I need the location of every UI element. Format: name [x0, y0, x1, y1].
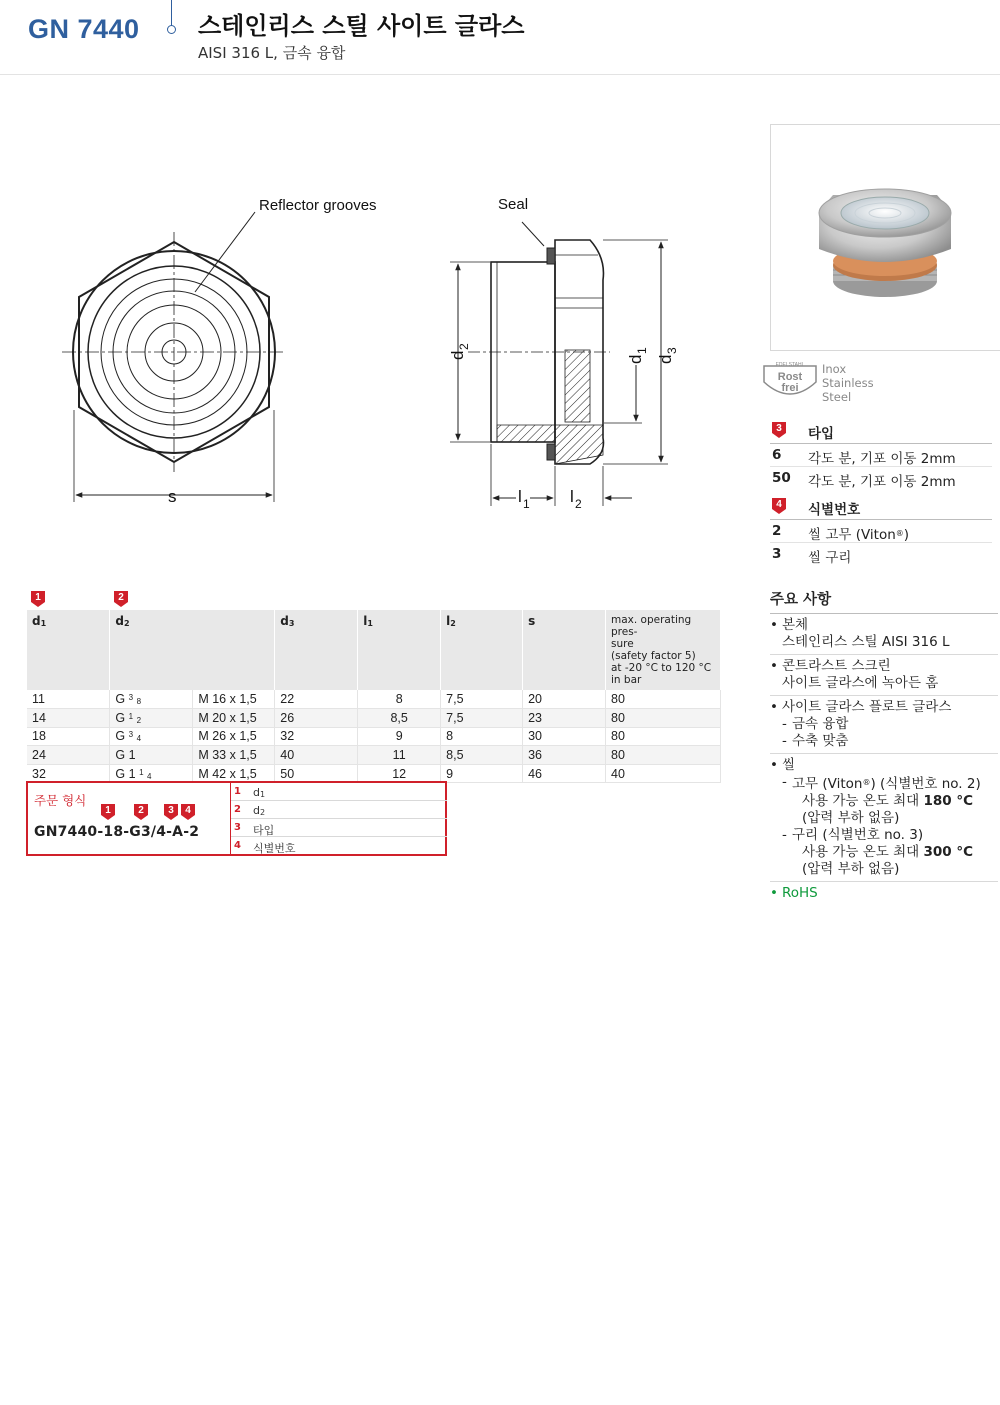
cell-l2: 9	[441, 764, 523, 783]
cell-pressure: 40	[606, 764, 721, 783]
col-s: s	[523, 610, 606, 690]
id-section	[770, 496, 992, 566]
order-code: GN7440-18-G3/4-A-2	[34, 824, 200, 840]
page-subtitle: AISI 316 L, 금속 융합	[198, 44, 346, 62]
marker-4-icon: 4	[772, 498, 786, 514]
svg-text:1: 1	[523, 497, 530, 511]
features-section	[770, 588, 998, 901]
type-section	[770, 420, 992, 490]
product-code: GN 7440	[28, 14, 140, 44]
cell-d2-g: G $^3$ 8	[110, 690, 193, 709]
svg-text:3: 3	[665, 347, 679, 354]
svg-text:EDELSTAHL: EDELSTAHL	[775, 362, 805, 368]
cell-s: 30	[523, 727, 606, 746]
id-row: 3 씰 구리	[772, 546, 852, 566]
cell-d3: 32	[275, 727, 358, 746]
cell-d2-g: G $^1$ 2	[110, 709, 193, 728]
table-row	[27, 709, 721, 728]
cell-s: 46	[523, 764, 606, 783]
dim-d2-label	[448, 343, 471, 360]
col-l1: l1	[358, 610, 441, 690]
feature-seal: • 씰 - 고무 (Viton®) (식별번호 no. 2) 사용 가능 온도 최대 180 °C (압력 부하 없음) - 구리 (식별번호 no. 3) 사용 가능 온도 최대 300 °C (압력 부하 없음)	[770, 754, 998, 882]
cell-s: 20	[523, 690, 606, 709]
svg-text:Rost: Rost	[777, 371, 803, 383]
svg-text:2: 2	[575, 497, 582, 511]
type-row: 50 각도 분, 기포 이동 2mm	[772, 470, 956, 490]
cell-pressure: 80	[606, 709, 721, 728]
table-row	[27, 727, 721, 746]
svg-text:frei: frei	[781, 382, 799, 394]
order-label: 주문 형식	[34, 793, 87, 808]
id-row: 2 씰 고무 (Viton®)	[770, 520, 992, 543]
cell-d1: 11	[27, 690, 110, 709]
marker-3-icon: 3	[772, 422, 786, 438]
id-title: 식별번호	[808, 502, 861, 518]
header-dot-icon	[167, 25, 176, 34]
order-marker-3-icon: 3	[164, 804, 178, 820]
table-row	[27, 690, 721, 709]
cell-d3: 26	[275, 709, 358, 728]
cell-d2-m: M 20 x 1,5	[193, 709, 275, 728]
cell-l2: 8,5	[441, 746, 523, 765]
technical-drawing	[50, 180, 690, 520]
marker-1-icon: 1	[31, 591, 45, 607]
feature-body: • 본체 스테인리스 스틸 AISI 316 L	[770, 614, 998, 655]
cell-l2: 7,5	[441, 690, 523, 709]
svg-text:d: d	[626, 354, 645, 364]
col-d2: d2	[110, 610, 275, 690]
sight-glass-image	[771, 125, 1000, 350]
order-marker-2-icon: 2	[134, 804, 148, 820]
page-title: 스테인리스 스틸 사이트 글라스	[198, 12, 525, 40]
order-example	[26, 781, 447, 856]
feature-contrast: • 콘트라스트 스크린 사이트 글라스에 녹아든 홈	[770, 655, 998, 696]
cell-d2-m: M 42 x 1,5	[193, 764, 275, 783]
page-header	[0, 0, 1000, 75]
cell-d1: 24	[27, 746, 110, 765]
cell-d2-m: M 26 x 1,5	[193, 727, 275, 746]
cell-d1: 18	[27, 727, 110, 746]
front-view	[62, 212, 286, 502]
col-pressure: max. operating pres- sure (safety factor 5) at -20 °C to 120 °C in bar	[606, 610, 721, 690]
order-legend: 1 d1 2 d2 3 타입 4 식별번호	[230, 783, 447, 854]
cell-l1: 11	[358, 746, 441, 765]
table-row	[27, 746, 721, 765]
cell-l2: 8	[441, 727, 523, 746]
cell-d2-m: M 33 x 1,5	[193, 746, 275, 765]
features-title: 주요 사항	[770, 588, 998, 614]
type-title: 타입	[808, 426, 835, 442]
dim-d3-label	[656, 347, 679, 364]
cell-d2-g: G $^3$ 4	[110, 727, 193, 746]
spec-table	[27, 610, 721, 783]
cell-d1: 14	[27, 709, 110, 728]
svg-text:2: 2	[457, 343, 471, 350]
marker-2-icon: 2	[114, 591, 128, 607]
svg-text:l: l	[518, 487, 522, 506]
feature-float-glass: • 사이트 글라스 플로트 글라스 - 금속 융합 - 수축 맞춤	[770, 696, 998, 754]
header-divider	[171, 0, 172, 26]
product-photo	[770, 124, 1000, 351]
col-d3: d3	[275, 610, 358, 690]
cell-d3: 40	[275, 746, 358, 765]
dim-d1-label	[626, 347, 649, 364]
material-text: Inox Stainless Steel	[822, 362, 874, 404]
dim-l2-label	[570, 487, 582, 511]
cell-l2: 7,5	[441, 709, 523, 728]
cell-d3: 22	[275, 690, 358, 709]
cell-pressure: 80	[606, 727, 721, 746]
cell-d3: 50	[275, 764, 358, 783]
rohs-label: • RoHS	[770, 885, 818, 901]
cell-d1: 32	[27, 764, 110, 783]
cell-l1: 8,5	[358, 709, 441, 728]
order-marker-1-icon: 1	[101, 804, 115, 820]
cell-d2-g: G 1	[110, 746, 193, 765]
reflector-grooves-label: Reflector grooves	[259, 197, 377, 214]
cell-s: 36	[523, 746, 606, 765]
svg-text:d: d	[448, 350, 467, 360]
dim-s-label: s	[168, 487, 177, 506]
cell-s: 23	[523, 709, 606, 728]
col-l2: l2	[441, 610, 523, 690]
order-marker-4-icon: 4	[181, 804, 195, 820]
cell-d2-g: G 1 $^1$ 4	[110, 764, 193, 783]
seal-label: Seal	[498, 196, 529, 213]
cell-l1: 12	[358, 764, 441, 783]
cell-pressure: 80	[606, 690, 721, 709]
cell-pressure: 80	[606, 746, 721, 765]
svg-text:d: d	[656, 354, 675, 364]
dim-l1-label	[518, 487, 530, 511]
svg-text:l: l	[570, 487, 574, 506]
rostfrei-badge	[762, 362, 818, 400]
svg-text:1: 1	[635, 347, 649, 354]
table-header-row	[27, 610, 721, 690]
cell-l1: 8	[358, 690, 441, 709]
cell-l1: 9	[358, 727, 441, 746]
type-row: 6 각도 분, 기포 이동 2mm	[770, 444, 992, 467]
cell-d2-m: M 16 x 1,5	[193, 690, 275, 709]
col-d1: d1	[27, 610, 110, 690]
